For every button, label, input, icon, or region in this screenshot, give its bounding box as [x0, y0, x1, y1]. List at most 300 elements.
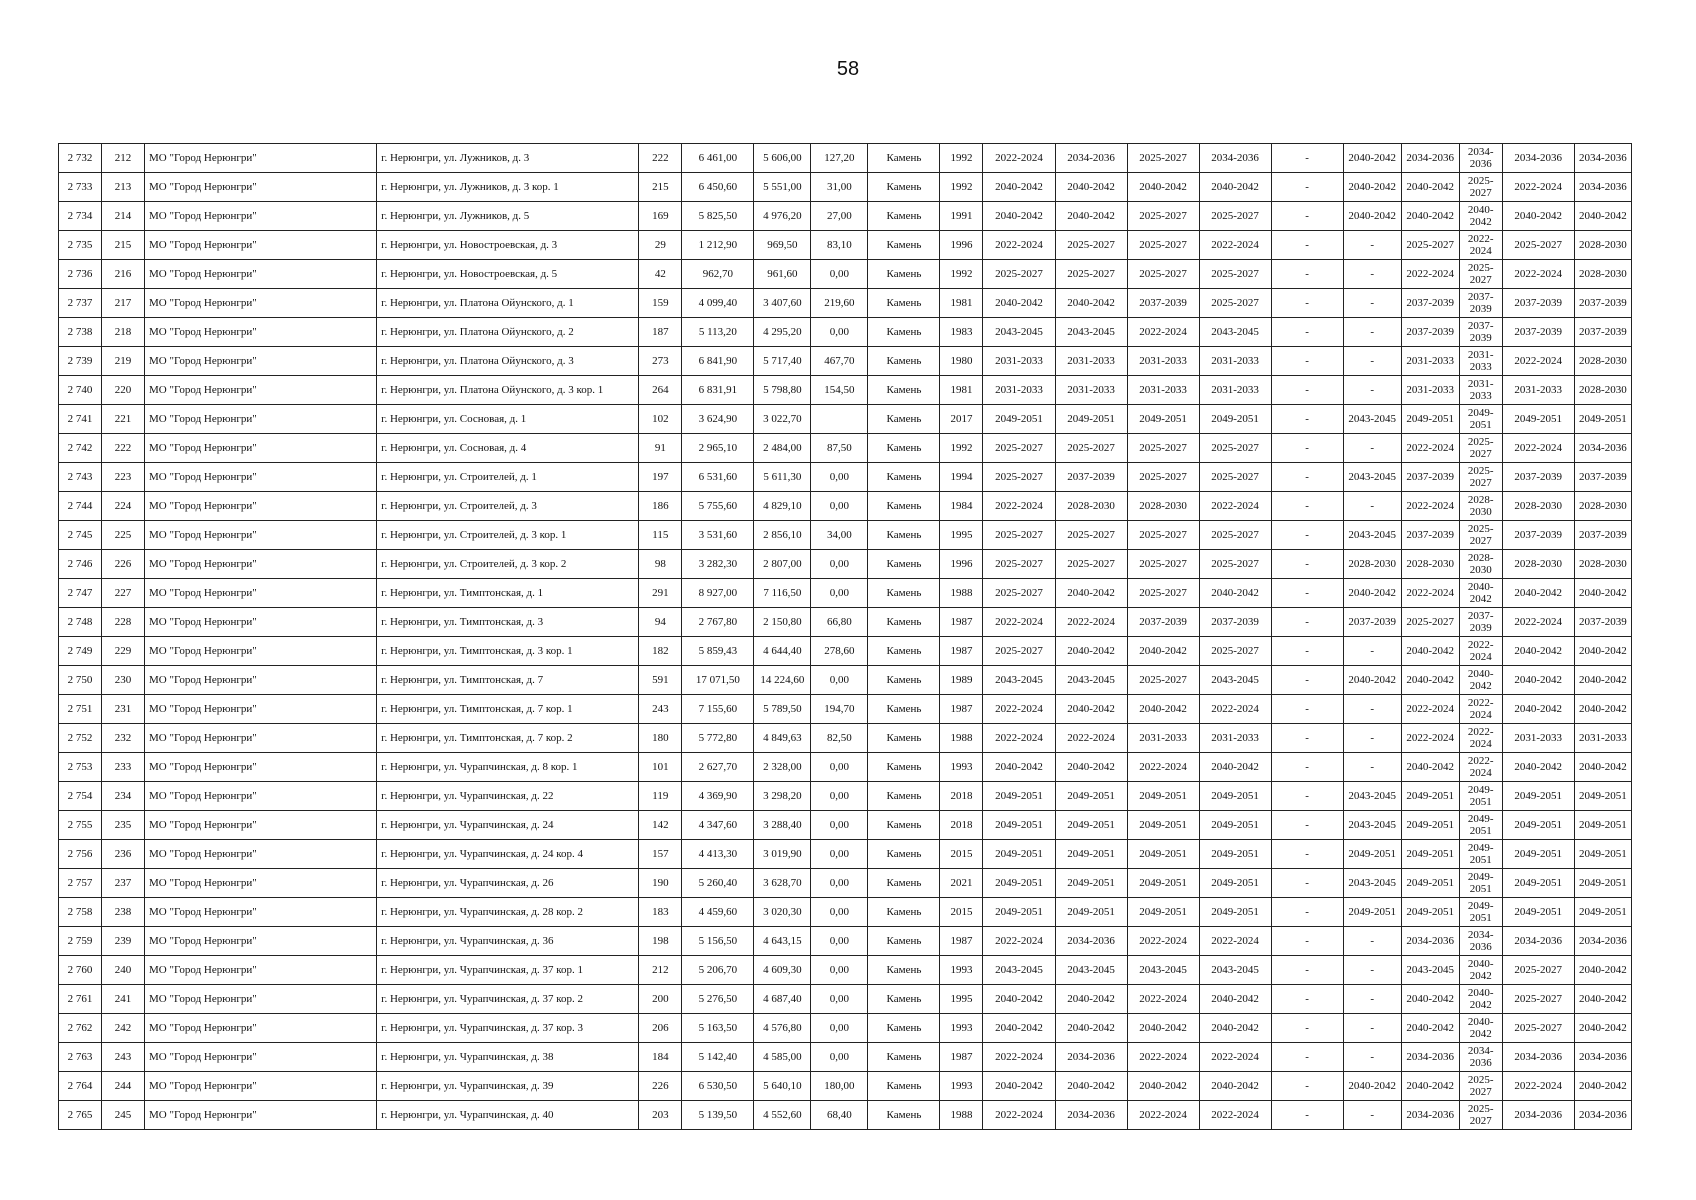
- cell-period-heating: -: [1343, 753, 1401, 782]
- cell-period-power: 2025-2027: [1502, 956, 1574, 985]
- cell-nonliving-area: 0,00: [811, 927, 868, 956]
- cell-municipality: МО "Город Нерюнгри": [145, 173, 377, 202]
- table-row: [59, 608, 1632, 637]
- cell-address: г. Нерюнгри, ул. Чурапчинская, д. 37 кор. 1: [377, 956, 639, 985]
- cell-period-facade: 2040-2042: [1055, 1072, 1127, 1101]
- cell-wall-material: Камень: [868, 231, 940, 260]
- cell-row-number: 2 734: [59, 202, 102, 231]
- cell-period-foundation: 2022-2024: [1127, 985, 1199, 1014]
- cell-residents: 264: [639, 376, 682, 405]
- cell-period-power: 2037-2039: [1502, 289, 1574, 318]
- cell-build-year: 1993: [940, 956, 983, 985]
- cell-residents: 91: [639, 434, 682, 463]
- cell-nonliving-area: 87,50: [811, 434, 868, 463]
- cell-period-gas: 2034-2036: [1574, 1101, 1631, 1130]
- cell-period-power: 2049-2051: [1502, 869, 1574, 898]
- cell-period-engineering: 2043-2045: [1199, 318, 1271, 347]
- cell-period-facade: 2025-2027: [1055, 550, 1127, 579]
- cell-period-elevator: -: [1271, 144, 1343, 173]
- cell-living-area: 3 407,60: [754, 289, 811, 318]
- cell-wall-material: Камень: [868, 608, 940, 637]
- cell-period-roof: 2025-2027: [983, 579, 1055, 608]
- cell-period-foundation: 2028-2030: [1127, 492, 1199, 521]
- cell-period-gas: 2040-2042: [1574, 579, 1631, 608]
- cell-row-number: 2 733: [59, 173, 102, 202]
- cell-wall-material: Камень: [868, 1101, 940, 1130]
- cell-build-year: 1992: [940, 173, 983, 202]
- cell-period-roof: 2040-2042: [983, 985, 1055, 1014]
- cell-nonliving-area: 0,00: [811, 492, 868, 521]
- cell-period-sewer: 2025-2027: [1459, 463, 1502, 492]
- cell-address: г. Нерюнгри, ул. Платона Ойунского, д. 1: [377, 289, 639, 318]
- cell-period-gas: 2049-2051: [1574, 898, 1631, 927]
- cell-living-area: 7 116,50: [754, 579, 811, 608]
- cell-period-facade: 2025-2027: [1055, 231, 1127, 260]
- table-row: [59, 840, 1632, 869]
- cell-wall-material: Камень: [868, 637, 940, 666]
- cell-period-heating: 2043-2045: [1343, 811, 1401, 840]
- cell-period-heating: -: [1343, 231, 1401, 260]
- cell-row-number: 2 743: [59, 463, 102, 492]
- cell-period-heating: 2028-2030: [1343, 550, 1401, 579]
- cell-period-water: 2022-2024: [1401, 579, 1459, 608]
- cell-period-power: 2040-2042: [1502, 579, 1574, 608]
- cell-period-sewer: 2025-2027: [1459, 521, 1502, 550]
- cell-address: г. Нерюнгри, ул. Платона Ойунского, д. 3 кор. 1: [377, 376, 639, 405]
- cell-row-number: 2 759: [59, 927, 102, 956]
- cell-residents: 291: [639, 579, 682, 608]
- cell-period-foundation: 2025-2027: [1127, 463, 1199, 492]
- cell-total-area: 5 276,50: [682, 985, 754, 1014]
- cell-period-power: 2049-2051: [1502, 898, 1574, 927]
- cell-period-roof: 2022-2024: [983, 144, 1055, 173]
- cell-residents: 198: [639, 927, 682, 956]
- cell-residents: 98: [639, 550, 682, 579]
- table-row: [59, 202, 1632, 231]
- cell-period-water: 2040-2042: [1401, 202, 1459, 231]
- cell-row-number: 2 760: [59, 956, 102, 985]
- cell-address: г. Нерюнгри, ул. Строителей, д. 1: [377, 463, 639, 492]
- cell-period-gas: 2028-2030: [1574, 376, 1631, 405]
- cell-period-sewer: 2040-2042: [1459, 202, 1502, 231]
- cell-period-facade: 2043-2045: [1055, 956, 1127, 985]
- cell-period-elevator: -: [1271, 956, 1343, 985]
- cell-period-foundation: 2022-2024: [1127, 753, 1199, 782]
- cell-wall-material: Камень: [868, 869, 940, 898]
- cell-period-heating: -: [1343, 318, 1401, 347]
- cell-living-area: 4 829,10: [754, 492, 811, 521]
- cell-period-engineering: 2040-2042: [1199, 1072, 1271, 1101]
- cell-period-sewer: 2025-2027: [1459, 434, 1502, 463]
- cell-period-engineering: 2025-2027: [1199, 521, 1271, 550]
- cell-period-sewer: 2028-2030: [1459, 492, 1502, 521]
- cell-total-area: 6 530,50: [682, 1072, 754, 1101]
- cell-period-gas: 2037-2039: [1574, 289, 1631, 318]
- cell-period-facade: 2034-2036: [1055, 1043, 1127, 1072]
- cell-period-facade: 2049-2051: [1055, 840, 1127, 869]
- cell-address: г. Нерюнгри, ул. Строителей, д. 3: [377, 492, 639, 521]
- cell-period-heating: -: [1343, 637, 1401, 666]
- cell-period-elevator: -: [1271, 579, 1343, 608]
- cell-item-number: 214: [102, 202, 145, 231]
- cell-total-area: 5 859,43: [682, 637, 754, 666]
- cell-residents: 222: [639, 144, 682, 173]
- cell-period-water: 2031-2033: [1401, 376, 1459, 405]
- cell-period-foundation: 2031-2033: [1127, 724, 1199, 753]
- cell-period-water: 2040-2042: [1401, 637, 1459, 666]
- cell-period-sewer: 2037-2039: [1459, 318, 1502, 347]
- cell-item-number: 245: [102, 1101, 145, 1130]
- cell-period-elevator: -: [1271, 434, 1343, 463]
- cell-address: г. Нерюнгри, ул. Чурапчинская, д. 28 кор. 2: [377, 898, 639, 927]
- cell-period-heating: 2049-2051: [1343, 840, 1401, 869]
- cell-total-area: 2 767,80: [682, 608, 754, 637]
- cell-period-facade: 2028-2030: [1055, 492, 1127, 521]
- cell-period-water: 2049-2051: [1401, 869, 1459, 898]
- cell-wall-material: Камень: [868, 434, 940, 463]
- cell-period-elevator: -: [1271, 898, 1343, 927]
- cell-municipality: МО "Город Нерюнгри": [145, 376, 377, 405]
- cell-period-power: 2037-2039: [1502, 463, 1574, 492]
- cell-living-area: 4 976,20: [754, 202, 811, 231]
- cell-period-foundation: 2049-2051: [1127, 869, 1199, 898]
- cell-nonliving-area: 27,00: [811, 202, 868, 231]
- cell-row-number: 2 748: [59, 608, 102, 637]
- cell-period-gas: 2040-2042: [1574, 666, 1631, 695]
- cell-wall-material: Камень: [868, 927, 940, 956]
- cell-wall-material: Камень: [868, 550, 940, 579]
- cell-build-year: 1994: [940, 463, 983, 492]
- cell-period-elevator: -: [1271, 289, 1343, 318]
- cell-period-elevator: -: [1271, 202, 1343, 231]
- cell-living-area: 2 150,80: [754, 608, 811, 637]
- cell-living-area: 4 643,15: [754, 927, 811, 956]
- cell-build-year: 1995: [940, 521, 983, 550]
- cell-period-engineering: 2043-2045: [1199, 666, 1271, 695]
- cell-address: г. Нерюнгри, ул. Строителей, д. 3 кор. 1: [377, 521, 639, 550]
- cell-period-facade: 2043-2045: [1055, 666, 1127, 695]
- cell-item-number: 216: [102, 260, 145, 289]
- cell-total-area: 6 461,00: [682, 144, 754, 173]
- cell-item-number: 213: [102, 173, 145, 202]
- cell-period-gas: 2040-2042: [1574, 956, 1631, 985]
- cell-period-facade: 2040-2042: [1055, 695, 1127, 724]
- cell-wall-material: Камень: [868, 405, 940, 434]
- cell-period-elevator: -: [1271, 1101, 1343, 1130]
- table-row: [59, 695, 1632, 724]
- cell-nonliving-area: 0,00: [811, 753, 868, 782]
- cell-period-roof: 2049-2051: [983, 898, 1055, 927]
- cell-living-area: 3 628,70: [754, 869, 811, 898]
- cell-residents: 180: [639, 724, 682, 753]
- cell-residents: 159: [639, 289, 682, 318]
- cell-address: г. Нерюнгри, ул. Лужников, д. 5: [377, 202, 639, 231]
- cell-build-year: 1992: [940, 434, 983, 463]
- cell-period-foundation: 2025-2027: [1127, 260, 1199, 289]
- cell-period-water: 2037-2039: [1401, 463, 1459, 492]
- cell-wall-material: Камень: [868, 289, 940, 318]
- table-row: [59, 956, 1632, 985]
- cell-period-power: 2037-2039: [1502, 521, 1574, 550]
- cell-period-sewer: 2037-2039: [1459, 289, 1502, 318]
- cell-address: г. Нерюнгри, ул. Строителей, д. 3 кор. 2: [377, 550, 639, 579]
- cell-period-sewer: 2049-2051: [1459, 405, 1502, 434]
- cell-wall-material: Камень: [868, 173, 940, 202]
- cell-period-sewer: 2040-2042: [1459, 666, 1502, 695]
- table-row: [59, 753, 1632, 782]
- cell-period-power: 2049-2051: [1502, 840, 1574, 869]
- cell-period-roof: 2022-2024: [983, 927, 1055, 956]
- cell-period-roof: 2049-2051: [983, 405, 1055, 434]
- cell-period-power: 2034-2036: [1502, 1101, 1574, 1130]
- cell-address: г. Нерюнгри, ул. Чурапчинская, д. 26: [377, 869, 639, 898]
- cell-period-sewer: 2022-2024: [1459, 231, 1502, 260]
- cell-period-gas: 2037-2039: [1574, 463, 1631, 492]
- cell-period-water: 2040-2042: [1401, 173, 1459, 202]
- cell-living-area: 969,50: [754, 231, 811, 260]
- table-row: [59, 231, 1632, 260]
- cell-period-gas: 2028-2030: [1574, 492, 1631, 521]
- table-row: [59, 434, 1632, 463]
- cell-period-gas: 2028-2030: [1574, 231, 1631, 260]
- cell-period-elevator: -: [1271, 782, 1343, 811]
- cell-row-number: 2 744: [59, 492, 102, 521]
- cell-period-roof: 2025-2027: [983, 637, 1055, 666]
- cell-period-engineering: 2022-2024: [1199, 231, 1271, 260]
- cell-living-area: 4 609,30: [754, 956, 811, 985]
- cell-period-engineering: 2025-2027: [1199, 550, 1271, 579]
- table-row: [59, 724, 1632, 753]
- cell-nonliving-area: 0,00: [811, 318, 868, 347]
- cell-period-gas: 2049-2051: [1574, 811, 1631, 840]
- cell-period-power: 2022-2024: [1502, 173, 1574, 202]
- cell-period-water: 2049-2051: [1401, 811, 1459, 840]
- cell-period-heating: 2040-2042: [1343, 579, 1401, 608]
- table-row: [59, 550, 1632, 579]
- cell-municipality: МО "Город Нерюнгри": [145, 637, 377, 666]
- cell-period-elevator: -: [1271, 869, 1343, 898]
- cell-build-year: 1996: [940, 231, 983, 260]
- cell-period-heating: 2040-2042: [1343, 666, 1401, 695]
- cell-period-roof: 2025-2027: [983, 550, 1055, 579]
- cell-build-year: 1987: [940, 608, 983, 637]
- cell-period-roof: 2040-2042: [983, 1072, 1055, 1101]
- cell-build-year: 1984: [940, 492, 983, 521]
- cell-item-number: 239: [102, 927, 145, 956]
- cell-period-facade: 2025-2027: [1055, 521, 1127, 550]
- cell-total-area: 5 755,60: [682, 492, 754, 521]
- cell-item-number: 236: [102, 840, 145, 869]
- cell-period-gas: 2034-2036: [1574, 434, 1631, 463]
- cell-period-foundation: 2037-2039: [1127, 289, 1199, 318]
- cell-period-roof: 2043-2045: [983, 318, 1055, 347]
- cell-period-facade: 2043-2045: [1055, 318, 1127, 347]
- cell-period-roof: 2049-2051: [983, 869, 1055, 898]
- cell-period-heating: 2040-2042: [1343, 202, 1401, 231]
- cell-wall-material: Камень: [868, 521, 940, 550]
- cell-total-area: 3 624,90: [682, 405, 754, 434]
- cell-period-facade: 2025-2027: [1055, 434, 1127, 463]
- cell-address: г. Нерюнгри, ул. Тимптонская, д. 7 кор. 1: [377, 695, 639, 724]
- cell-period-water: 2049-2051: [1401, 840, 1459, 869]
- cell-total-area: 6 841,90: [682, 347, 754, 376]
- cell-period-gas: 2028-2030: [1574, 260, 1631, 289]
- cell-build-year: 1991: [940, 202, 983, 231]
- cell-period-sewer: 2040-2042: [1459, 579, 1502, 608]
- cell-period-elevator: -: [1271, 347, 1343, 376]
- cell-wall-material: Камень: [868, 1072, 940, 1101]
- cell-nonliving-area: [811, 405, 868, 434]
- cell-period-roof: 2040-2042: [983, 202, 1055, 231]
- cell-build-year: 1993: [940, 753, 983, 782]
- cell-item-number: 232: [102, 724, 145, 753]
- cell-period-engineering: 2037-2039: [1199, 608, 1271, 637]
- cell-residents: 102: [639, 405, 682, 434]
- cell-period-water: 2034-2036: [1401, 144, 1459, 173]
- cell-living-area: 4 552,60: [754, 1101, 811, 1130]
- cell-item-number: 229: [102, 637, 145, 666]
- cell-item-number: 219: [102, 347, 145, 376]
- cell-period-gas: 2037-2039: [1574, 318, 1631, 347]
- cell-municipality: МО "Город Нерюнгри": [145, 434, 377, 463]
- cell-living-area: 5 551,00: [754, 173, 811, 202]
- table-row: [59, 405, 1632, 434]
- cell-nonliving-area: 0,00: [811, 260, 868, 289]
- cell-period-power: 2031-2033: [1502, 724, 1574, 753]
- cell-total-area: 17 071,50: [682, 666, 754, 695]
- cell-living-area: 5 789,50: [754, 695, 811, 724]
- cell-period-engineering: 2040-2042: [1199, 753, 1271, 782]
- cell-living-area: 3 288,40: [754, 811, 811, 840]
- cell-row-number: 2 749: [59, 637, 102, 666]
- cell-address: г. Нерюнгри, ул. Новостроевская, д. 3: [377, 231, 639, 260]
- cell-period-facade: 2040-2042: [1055, 1014, 1127, 1043]
- cell-period-elevator: -: [1271, 666, 1343, 695]
- cell-total-area: 5 260,40: [682, 869, 754, 898]
- cell-build-year: 1995: [940, 985, 983, 1014]
- cell-nonliving-area: 0,00: [811, 811, 868, 840]
- cell-period-facade: 2034-2036: [1055, 144, 1127, 173]
- cell-period-facade: 2049-2051: [1055, 782, 1127, 811]
- cell-period-elevator: -: [1271, 695, 1343, 724]
- cell-build-year: 1981: [940, 376, 983, 405]
- cell-period-power: 2034-2036: [1502, 144, 1574, 173]
- cell-residents: 29: [639, 231, 682, 260]
- cell-period-gas: 2028-2030: [1574, 550, 1631, 579]
- cell-period-power: 2022-2024: [1502, 608, 1574, 637]
- cell-period-foundation: 2040-2042: [1127, 637, 1199, 666]
- cell-nonliving-area: 0,00: [811, 463, 868, 492]
- cell-address: г. Нерюнгри, ул. Чурапчинская, д. 36: [377, 927, 639, 956]
- cell-living-area: 4 295,20: [754, 318, 811, 347]
- cell-residents: 157: [639, 840, 682, 869]
- cell-address: г. Нерюнгри, ул. Тимптонская, д. 3 кор. 1: [377, 637, 639, 666]
- cell-wall-material: Камень: [868, 985, 940, 1014]
- cell-period-water: 2025-2027: [1401, 231, 1459, 260]
- cell-period-foundation: 2025-2027: [1127, 579, 1199, 608]
- cell-period-sewer: 2025-2027: [1459, 1072, 1502, 1101]
- cell-period-facade: 2037-2039: [1055, 463, 1127, 492]
- cell-period-engineering: 2034-2036: [1199, 144, 1271, 173]
- cell-address: г. Нерюнгри, ул. Тимптонская, д. 3: [377, 608, 639, 637]
- cell-build-year: 1988: [940, 724, 983, 753]
- cell-period-engineering: 2049-2051: [1199, 811, 1271, 840]
- cell-period-heating: 2043-2045: [1343, 782, 1401, 811]
- cell-period-water: 2022-2024: [1401, 260, 1459, 289]
- cell-period-heating: 2043-2045: [1343, 463, 1401, 492]
- cell-period-heating: 2040-2042: [1343, 144, 1401, 173]
- cell-residents: 184: [639, 1043, 682, 1072]
- cell-wall-material: Камень: [868, 463, 940, 492]
- cell-nonliving-area: 68,40: [811, 1101, 868, 1130]
- cell-build-year: 1993: [940, 1072, 983, 1101]
- cell-period-engineering: 2025-2027: [1199, 637, 1271, 666]
- cell-living-area: 14 224,60: [754, 666, 811, 695]
- cell-period-elevator: -: [1271, 927, 1343, 956]
- cell-period-elevator: -: [1271, 521, 1343, 550]
- cell-row-number: 2 753: [59, 753, 102, 782]
- cell-address: г. Нерюнгри, ул. Тимптонская, д. 7 кор. 2: [377, 724, 639, 753]
- cell-item-number: 230: [102, 666, 145, 695]
- page-number: 58: [836, 58, 860, 80]
- cell-build-year: 2015: [940, 840, 983, 869]
- cell-period-power: 2040-2042: [1502, 695, 1574, 724]
- cell-build-year: 1981: [940, 289, 983, 318]
- cell-period-water: 2022-2024: [1401, 695, 1459, 724]
- cell-living-area: 2 807,00: [754, 550, 811, 579]
- cell-period-water: 2040-2042: [1401, 985, 1459, 1014]
- cell-municipality: МО "Город Нерюнгри": [145, 521, 377, 550]
- cell-period-heating: -: [1343, 927, 1401, 956]
- cell-period-engineering: 2049-2051: [1199, 405, 1271, 434]
- cell-period-sewer: 2022-2024: [1459, 753, 1502, 782]
- cell-build-year: 2018: [940, 782, 983, 811]
- cell-row-number: 2 735: [59, 231, 102, 260]
- cell-period-foundation: 2049-2051: [1127, 840, 1199, 869]
- cell-period-water: 2022-2024: [1401, 492, 1459, 521]
- cell-period-elevator: -: [1271, 811, 1343, 840]
- cell-period-sewer: 2028-2030: [1459, 550, 1502, 579]
- cell-period-engineering: 2025-2027: [1199, 289, 1271, 318]
- table-row: [59, 173, 1632, 202]
- cell-municipality: МО "Город Нерюнгри": [145, 840, 377, 869]
- cell-row-number: 2 740: [59, 376, 102, 405]
- cell-total-area: 6 831,91: [682, 376, 754, 405]
- cell-period-heating: 2040-2042: [1343, 1072, 1401, 1101]
- cell-nonliving-area: 0,00: [811, 956, 868, 985]
- cell-living-area: 4 849,63: [754, 724, 811, 753]
- cell-period-heating: -: [1343, 956, 1401, 985]
- cell-period-heating: -: [1343, 260, 1401, 289]
- cell-row-number: 2 742: [59, 434, 102, 463]
- cell-residents: 142: [639, 811, 682, 840]
- cell-total-area: 4 459,60: [682, 898, 754, 927]
- table-row: [59, 1014, 1632, 1043]
- cell-residents: 212: [639, 956, 682, 985]
- cell-residents: 169: [639, 202, 682, 231]
- cell-address: г. Нерюнгри, ул. Чурапчинская, д. 22: [377, 782, 639, 811]
- cell-build-year: 1989: [940, 666, 983, 695]
- cell-period-elevator: -: [1271, 753, 1343, 782]
- cell-total-area: 4 369,90: [682, 782, 754, 811]
- cell-nonliving-area: 219,60: [811, 289, 868, 318]
- cell-wall-material: Камень: [868, 956, 940, 985]
- cell-wall-material: Камень: [868, 579, 940, 608]
- cell-period-power: 2040-2042: [1502, 753, 1574, 782]
- cell-period-heating: -: [1343, 724, 1401, 753]
- cell-nonliving-area: 127,20: [811, 144, 868, 173]
- cell-municipality: МО "Город Нерюнгри": [145, 347, 377, 376]
